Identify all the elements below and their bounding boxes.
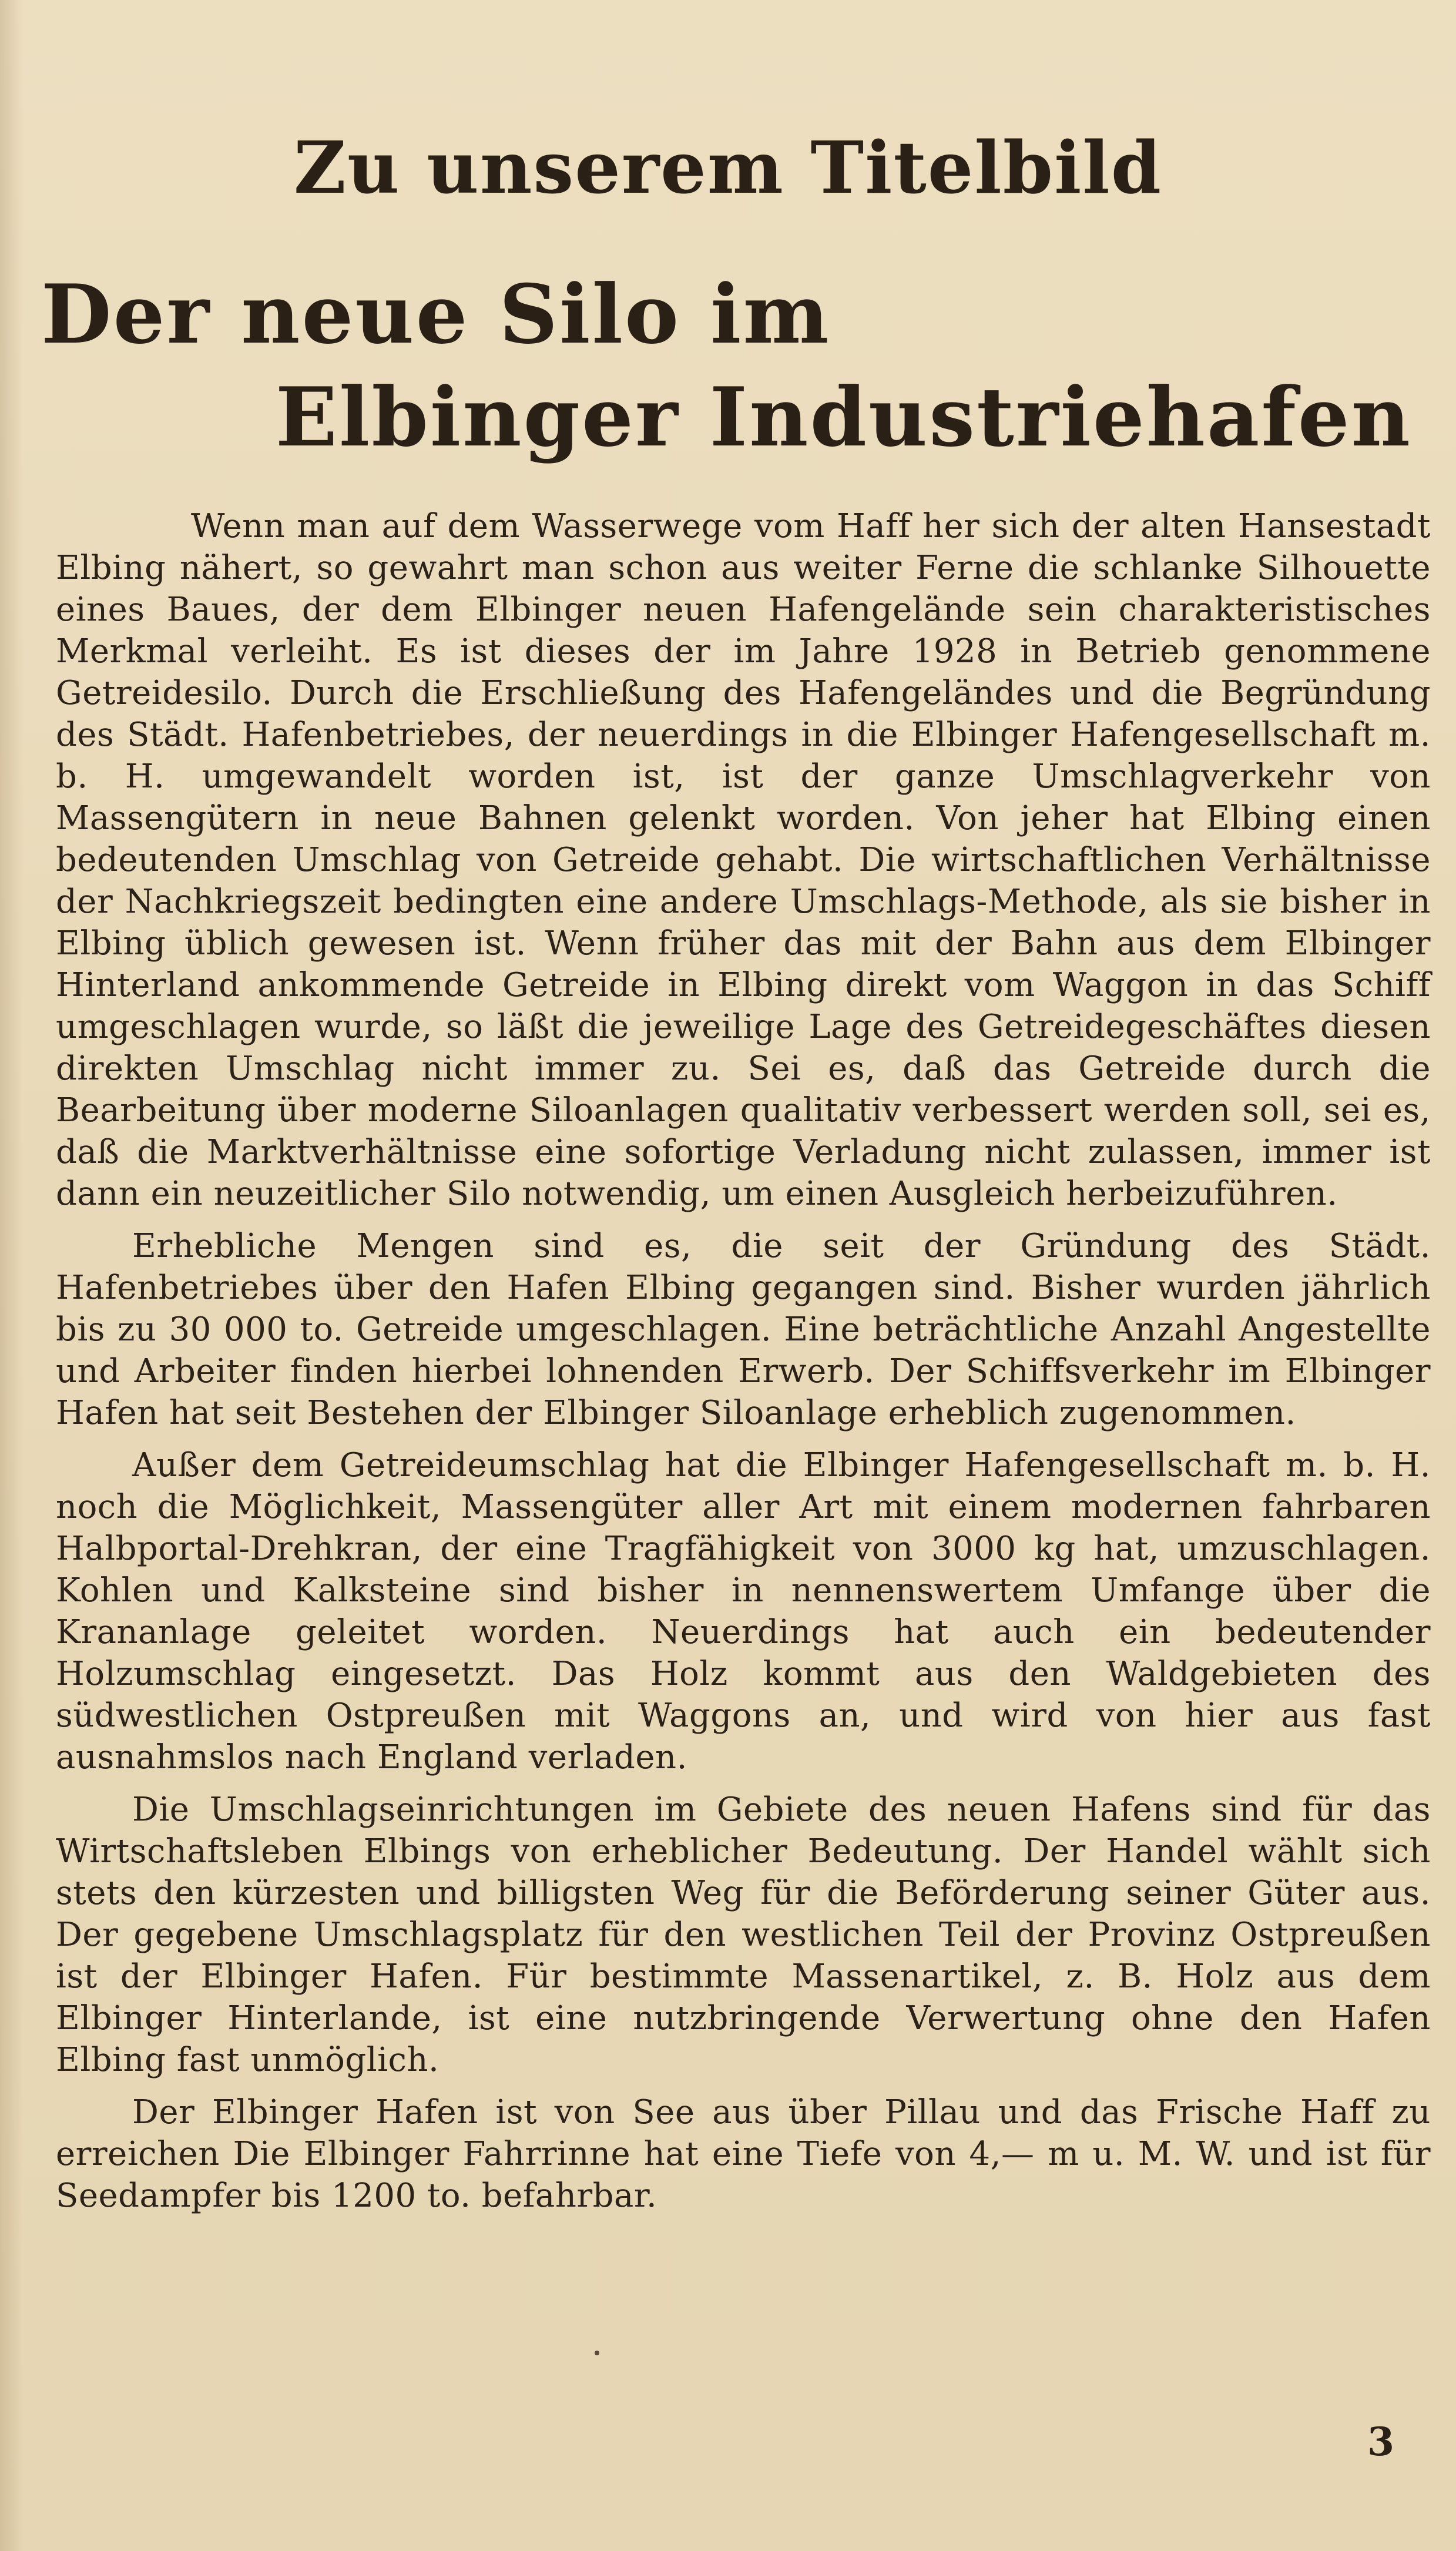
- paragraph-1: Wenn man auf dem Wasserwege vom Haff her sich der alten Hansestadt Elbing nähert, so gewahrt man schon aus weiter Ferne die schlanke Silhouette eines Baues, der dem Elbinger neuen Hafengelände sein charakteristisches Merkmal verleiht. Es ist dieses der im Jahre 1928 in Betrieb genommene Getreidesilo. Durch die Erschließung des Hafengeländes und die Begründung des Städt. Hafenbetriebes, der neuerdings in die Elbinger Hafengesellschaft m. b. H. umgewandelt worden ist, ist der ganze Umschlagverkehr von Massengütern in neue Bahnen gelenkt worden. Von jeher hat Elbing einen bedeutenden Umschlag von Getreide gehabt. Die wirtschaftlichen Verhältnisse der Nachkriegszeit bedingten eine andere Umschlags-Methode, als sie bisher in Elbing üblich gewesen ist. Wenn früher das mit der Bahn aus dem Elbinger Hinterland ankommende Getreide in Elbing direkt vom Waggon in das Schiff umgeschlagen wurde, so läßt die jeweilige Lage des Getreidegeschäftes diesen direkten Umschlag nicht immer zu. Sei es, daß das Getreide durch die Bearbeitung über moderne Siloanlagen qualitativ verbessert werden soll, sei es, daß die Marktverhältnisse eine sofortige Verladung nicht zulassen, immer ist dann ein neuzeitlicher Silo notwendig, um einen Ausgleich herbeizuführen.: [56, 507, 1431, 1213]
- paragraph-4: Die Umschlagseinrichtungen im Gebiete des neuen Hafens sind für das Wirtschaftsleben Elbings von erheblicher Bedeutung. Der Handel wählt sich stets den kürzesten und billigsten Weg für die Beförderung seiner Güter aus. Der gegebene Umschlagsplatz für den westlichen Teil der Provinz Ostpreußen ist der Elbinger Hafen. Für bestimmte Massenartikel, z. B. Holz aus dem Elbinger Hinterlande, ist eine nutzbringende Verwertung ohne den Hafen Elbing fast unmöglich.: [56, 1791, 1431, 2079]
- page-title: Zu unserem Titelbild: [293, 125, 1163, 210]
- paragraph-5: Der Elbinger Hafen ist von See aus über Pillau und das Frische Haff zu erreichen Die Elbinger Fahrrinne hat eine Tiefe von 4,— m u. M. W. und ist für Seedampfer bis 1200 to. befahrbar.: [56, 2093, 1431, 2215]
- article-headline-line-1: Der neue Silo im: [41, 266, 831, 362]
- article-body: [56, 505, 1431, 2227]
- article-headline-line-2: Elbinger Industriehafen: [275, 369, 1412, 465]
- paragraph-3: Außer dem Getreideumschlag hat die Elbinger Hafengesellschaft m. b. H. noch die Möglichkeit, Massengüter aller Art mit einem modernen fahrbaren Halbportal-Drehkran, der eine Tragfähigkeit von 3000 kg hat, umzuschlagen. Kohlen und Kalksteine sind bisher in nennenswertem Umfange über die Krananlage geleitet worden. Neuerdings hat auch ein bedeutender Holzumschlag eingesetzt. Das Holz kommt aus den Waldgebieten des südwestlichen Ostpreußen mit Waggons an, und wird von hier aus fast ausnahmslos nach England verladen.: [56, 1446, 1431, 1776]
- page-number: 3: [1367, 2419, 1394, 2465]
- print-speck: [595, 2351, 599, 2355]
- paragraph-2: Erhebliche Mengen sind es, die seit der Gründung des Städt. Hafenbetriebes über den Hafen Elbing gegangen sind. Bisher wurden jährlich bis zu 30 000 to. Getreide umgeschlagen. Eine beträchtliche Anzahl Angestellte und Arbeiter finden hierbei lohnenden Erwerb. Der Schiffsverkehr im Elbinger Hafen hat seit Bestehen der Elbinger Siloanlage erheblich zugenommen.: [56, 1227, 1431, 1432]
